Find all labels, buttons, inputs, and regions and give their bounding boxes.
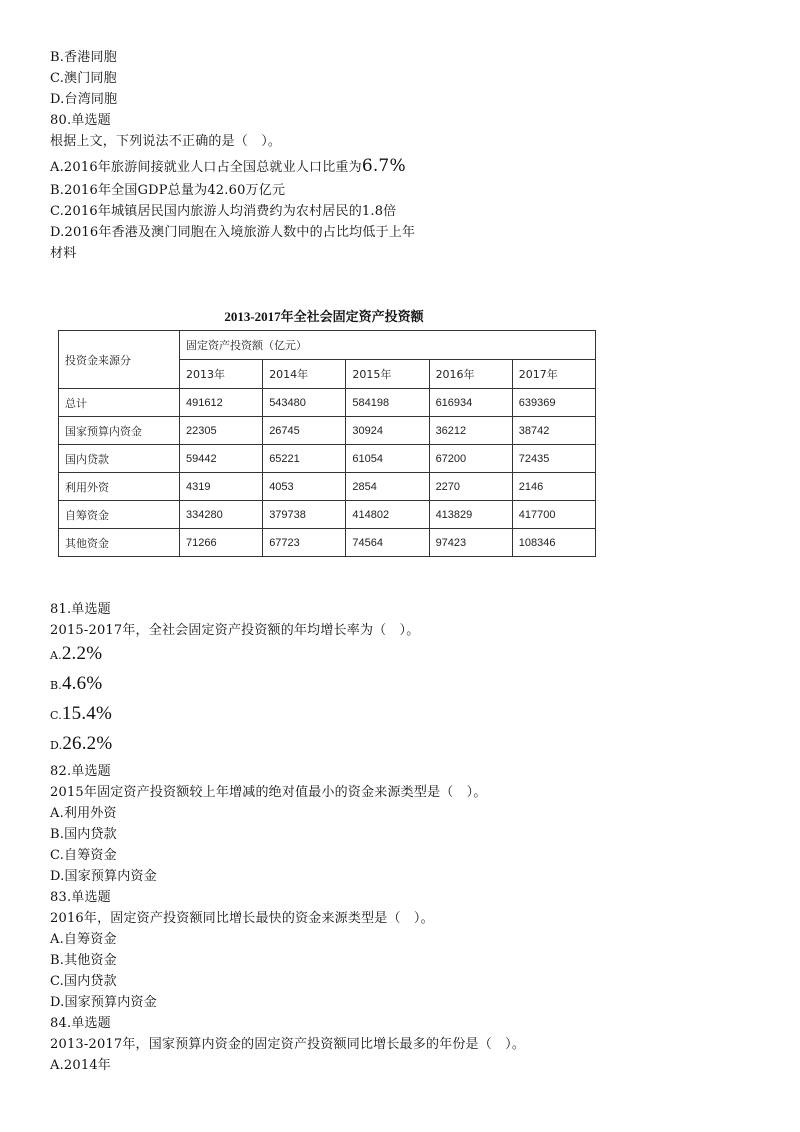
table-cell: 4319 xyxy=(180,473,263,501)
table-cell: 108346 xyxy=(512,529,595,557)
table-cell: 379738 xyxy=(263,501,346,529)
q80-option-b[interactable]: B.2016年全国GDP总量为42.60万亿元 xyxy=(50,183,286,198)
table-cell: 616934 xyxy=(429,389,512,417)
table-cell: 67200 xyxy=(429,445,512,473)
investment-table xyxy=(58,330,596,557)
q81-option-b[interactable]: B.4.6% xyxy=(50,673,103,694)
table-cell: 4053 xyxy=(263,473,346,501)
q80-option-a-value: 6.7% xyxy=(361,156,406,176)
table-cell: 414802 xyxy=(346,501,429,529)
q83-option-c[interactable]: C.国内贷款 xyxy=(50,974,117,989)
table-cell: 22305 xyxy=(180,417,263,445)
table-row xyxy=(59,417,596,445)
table-cell: 2146 xyxy=(512,473,595,501)
q82-option-a[interactable]: A.利用外资 xyxy=(50,806,117,821)
q79-option-d[interactable]: D.台湾同胞 xyxy=(50,92,118,107)
q82-number: 82.单选题 xyxy=(50,764,111,779)
q84-number: 84.单选题 xyxy=(50,1016,111,1031)
q81-number: 81.单选题 xyxy=(50,602,111,617)
q83-stem: 2016年，固定资产投资额同比增长最快的资金来源类型是（ ）。 xyxy=(50,911,434,926)
year-header: 2013年 xyxy=(180,360,263,389)
table-cell: 491612 xyxy=(180,389,263,417)
q80-option-c[interactable]: C.2016年城镇居民国内旅游人均消费约为农村居民的1.8倍 xyxy=(50,204,397,219)
table-cell: 65221 xyxy=(263,445,346,473)
q82-stem: 2015年固定资产投资额较上年增减的绝对值最小的资金来源类型是（ ）。 xyxy=(50,785,487,800)
row-header-cell: 投资金来源分 xyxy=(59,331,180,389)
q81-stem: 2015-2017年，全社会固定资产投资额的年均增长率为（ ）。 xyxy=(50,623,420,638)
table-cell: 67723 xyxy=(263,529,346,557)
q82-option-d[interactable]: D.国家预算内资金 xyxy=(50,869,157,884)
q81-option-a[interactable]: A.2.2% xyxy=(50,643,103,664)
row-label: 国内贷款 xyxy=(59,445,180,473)
table-row xyxy=(59,501,596,529)
q81-option-c[interactable]: C.15.4% xyxy=(50,703,112,724)
q83-option-b[interactable]: B.其他资金 xyxy=(50,953,117,968)
table-cell: 543480 xyxy=(263,389,346,417)
table-cell: 71266 xyxy=(180,529,263,557)
table-cell: 36212 xyxy=(429,417,512,445)
table-row xyxy=(59,445,596,473)
year-header: 2017年 xyxy=(512,360,595,389)
row-label: 其他资金 xyxy=(59,529,180,557)
table-cell: 584198 xyxy=(346,389,429,417)
q81-option-d[interactable]: D.26.2% xyxy=(50,733,113,754)
table-cell: 417700 xyxy=(512,501,595,529)
q80-stem: 根据上文，下列说法不正确的是（ ）。 xyxy=(50,134,282,149)
q83-option-d[interactable]: D.国家预算内资金 xyxy=(50,995,157,1010)
q79-option-c[interactable]: C.澳门同胞 xyxy=(50,71,117,86)
table-row xyxy=(59,389,596,417)
row-label: 自筹资金 xyxy=(59,501,180,529)
group-header-cell: 固定资产投资额（亿元） xyxy=(180,331,596,360)
table-cell: 26745 xyxy=(263,417,346,445)
investment-table-figure xyxy=(48,292,600,562)
table-cell: 59442 xyxy=(180,445,263,473)
row-label: 总计 xyxy=(59,389,180,417)
row-label: 国家预算内资金 xyxy=(59,417,180,445)
q82-option-c[interactable]: C.自筹资金 xyxy=(50,848,117,863)
q79-option-b[interactable]: B.香港同胞 xyxy=(50,50,117,65)
q84-option-a[interactable]: A.2014年 xyxy=(50,1058,112,1073)
q82-option-b[interactable]: B.国内贷款 xyxy=(50,827,117,842)
table-cell: 30924 xyxy=(346,417,429,445)
table-row xyxy=(59,473,596,501)
q80-number: 80.单选题 xyxy=(50,113,111,128)
year-header: 2016年 xyxy=(429,360,512,389)
q83-option-a[interactable]: A.自筹资金 xyxy=(50,932,117,947)
q80-option-d[interactable]: D.2016年香港及澳门同胞在入境旅游人数中的占比均低于上年 xyxy=(50,225,416,240)
year-header: 2014年 xyxy=(263,360,346,389)
table-cell: 413829 xyxy=(429,501,512,529)
table-cell: 2270 xyxy=(429,473,512,501)
material-label: 材料 xyxy=(50,246,77,261)
row-label: 利用外资 xyxy=(59,473,180,501)
q84-stem: 2013-2017年，国家预算内资金的固定资产投资额同比增长最多的年份是（ ）。 xyxy=(50,1037,526,1052)
table-cell: 2854 xyxy=(346,473,429,501)
table-cell: 334280 xyxy=(180,501,263,529)
q80-option-a[interactable]: A.2016年旅游间接就业人口占全国总就业人口比重为6.7% xyxy=(50,156,406,176)
table-cell: 97423 xyxy=(429,529,512,557)
table-cell: 38742 xyxy=(512,417,595,445)
table-cell: 639369 xyxy=(512,389,595,417)
q83-number: 83.单选题 xyxy=(50,890,111,905)
table-row xyxy=(59,529,596,557)
table-cell: 74564 xyxy=(346,529,429,557)
table-cell: 72435 xyxy=(512,445,595,473)
table-title: 2013-2017年全社会固定资产投资额 xyxy=(224,309,424,324)
table-cell: 61054 xyxy=(346,445,429,473)
year-header: 2015年 xyxy=(346,360,429,389)
